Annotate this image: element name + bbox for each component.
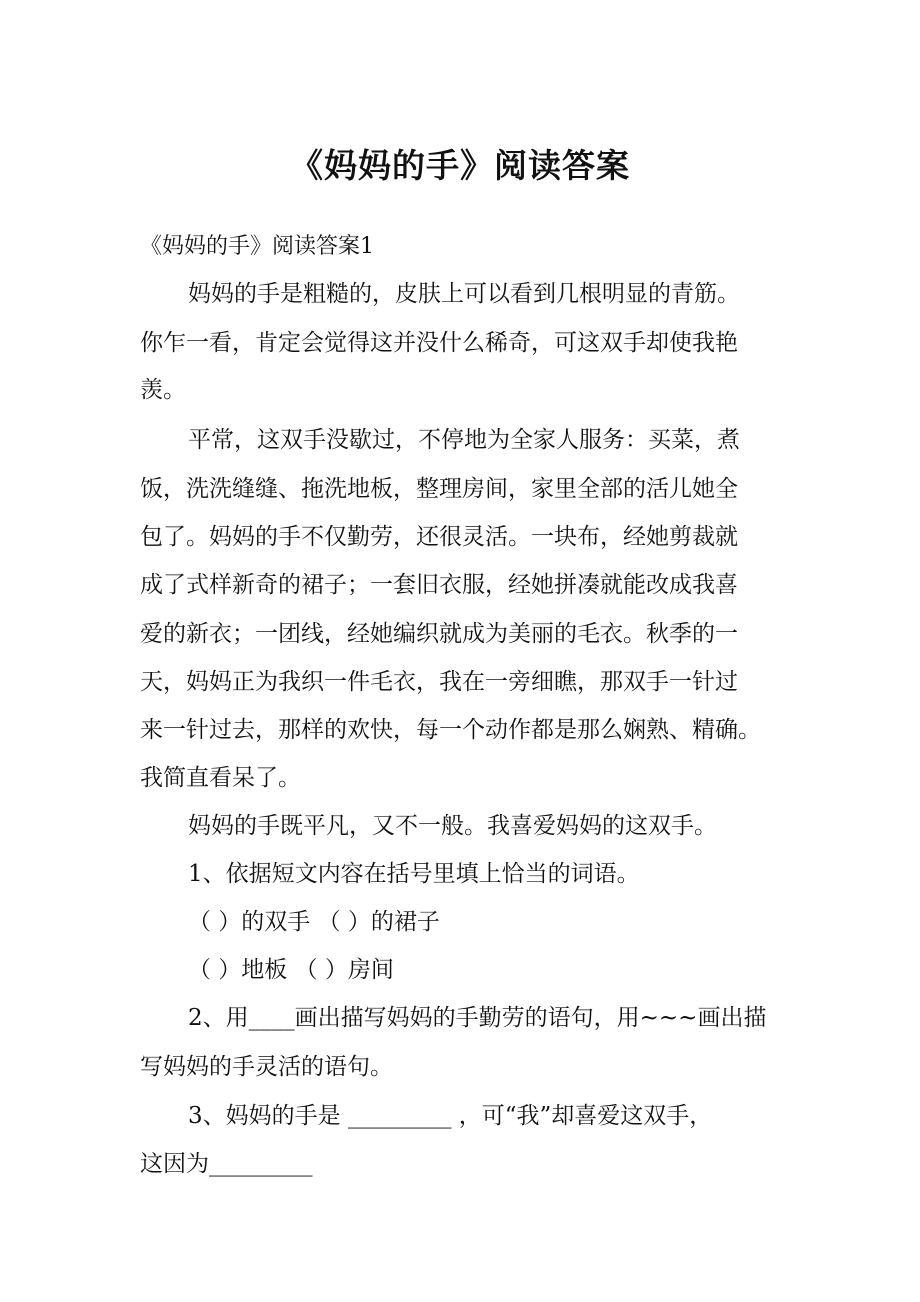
text-line: 爱的新衣；一团线，经她编织就成为美丽的毛衣。秋季的一 [140,621,738,647]
text-line: 成了式样新奇的裙子；一套旧衣服，经她拼凑就能改成我喜 [140,572,738,598]
question-1: 1、依据短文内容在括号里填上恰当的词语。 [188,861,640,887]
text-line: 妈妈的手既平凡，又不一般。我喜爱妈妈的这双手。 [188,813,717,839]
document-title: 《妈妈的手》阅读答案 [290,146,630,185]
text-line: 包了。妈妈的手不仅勤劳，还很灵活。一块布，经她剪裁就 [140,524,738,550]
section-heading: 《妈妈的手》阅读答案1 [140,234,374,259]
text-line: 天，妈妈正为我织一件毛衣，我在一旁细瞧，那双手一针过 [140,669,738,695]
fill-blank-row: （ ）地板 （ ）房间 [188,957,394,983]
fill-blank-row: （ ）的双手 （ ）的裙子 [188,909,440,935]
question-3: 3、妈妈的手是 _________ ，可“我”却喜爱这双手， [188,1103,713,1129]
text-line: 这因为_________ [140,1151,313,1177]
text-line: 我简直看呆了。 [140,765,301,791]
text-line: 来一针过去，那样的欢快，每一个动作都是那么娴熟、精确。 [140,717,761,743]
text-line: 饭，洗洗缝缝、拖洗地板，整理房间，家里全部的活儿她全 [140,476,738,502]
text-line: 你乍一看，肯定会觉得这并没什么稀奇，可这双手却使我艳 [140,330,738,356]
text-line: 写妈妈的手灵活的语句。 [140,1054,393,1080]
text-line: 平常，这双手没歇过，不停地为全家人服务：买菜，煮 [188,427,740,453]
text-line: 妈妈的手是粗糙的，皮肤上可以看到几根明显的青筋。 [188,281,740,307]
question-2: 2、用____画出描写妈妈的手勤劳的语句，用~~~画出描 [188,1005,767,1031]
text-line: 羡。 [140,377,186,403]
